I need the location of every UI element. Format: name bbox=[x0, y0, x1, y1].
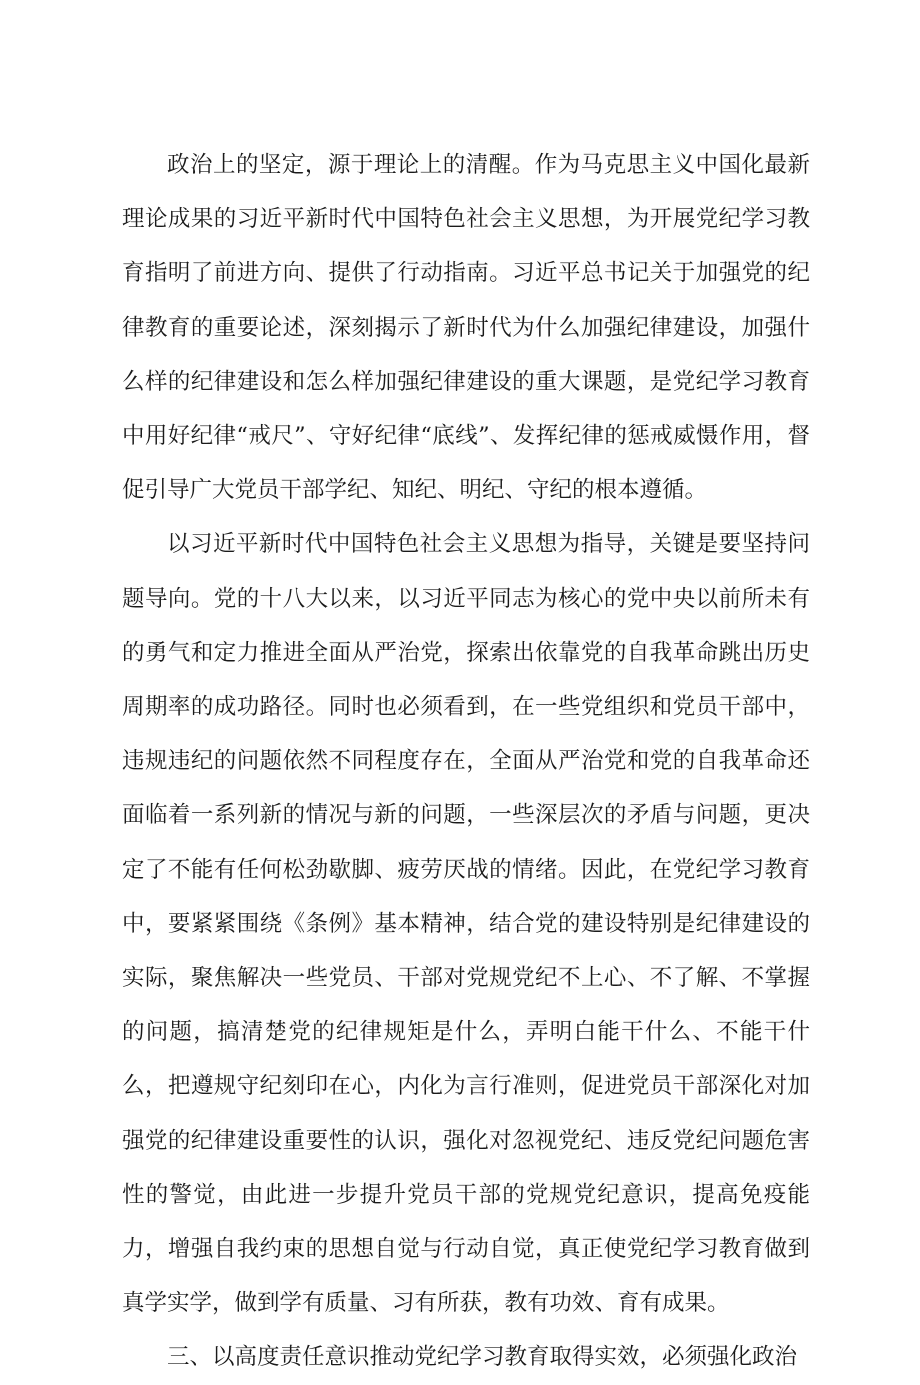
section-heading-3: 三、以高度责任意识推动党纪学习教育取得实效，必须强化政治 bbox=[167, 1344, 798, 1371]
paragraph-2: 以习近平新时代中国特色社会主义思想为指导，关键是要坚持问题导向。党的十八大以来，以习近平同志为核心的党中央以前所未有的勇气和定力推进全面从严治党，探索出依靠党的自我革命跳出历史周期率的成功路径。同时也必须看到，在一些党组织和党员干部中，违规违纪的问题依然不同程度存在，全面从严治党和党的自我革命还面临着一系列新的情况与新的问题，一些深层次的矛盾与问题，更决定了不能有任何松劲歇脚、疲劳厌战的情绪。因此，在党纪学习教育中，要紧紧围绕《条例》基本精神，结合党的建设特别是纪律建设的实际，聚焦解决一些党员、干部对党规党纪不上心、不了解、不掌握的问题，搞清楚党的纪律规矩是什么，弄明白能干什么、不能干什么，把遵规守纪刻印在心，内化为言行准则，促进党员干部深化对加强党的纪律建设重要性的认识，强化对忽视党纪、违反党纪问题危害性的警觉，由此进一步提升党员干部的党规党纪意识，提高免疫能力，增强自我约束的思想自觉与行动自觉，真正使党纪学习教育做到真学实学，做到学有质量、习有所获，教有功效、育有成果。 bbox=[122, 531, 810, 1317]
body-text bbox=[122, 138, 810, 1385]
paragraph-1: 政治上的坚定，源于理论上的清醒。作为马克思主义中国化最新理论成果的习近平新时代中国特色社会主义思想，为开展党纪学习教育指明了前进方向、提供了行动指南。习近平总书记关于加强党的纪律教育的重要论述，深刻揭示了新时代为什么加强纪律建设，加强什么样的纪律建设和怎么样加强纪律建设的重大课题，是党纪学习教育中用好纪律“戒尺”、守好纪律“底线”、发挥纪律的惩戒威慑作用，督促引导广大党员干部学纪、知纪、明纪、守纪的根本遵循。 bbox=[122, 152, 810, 504]
